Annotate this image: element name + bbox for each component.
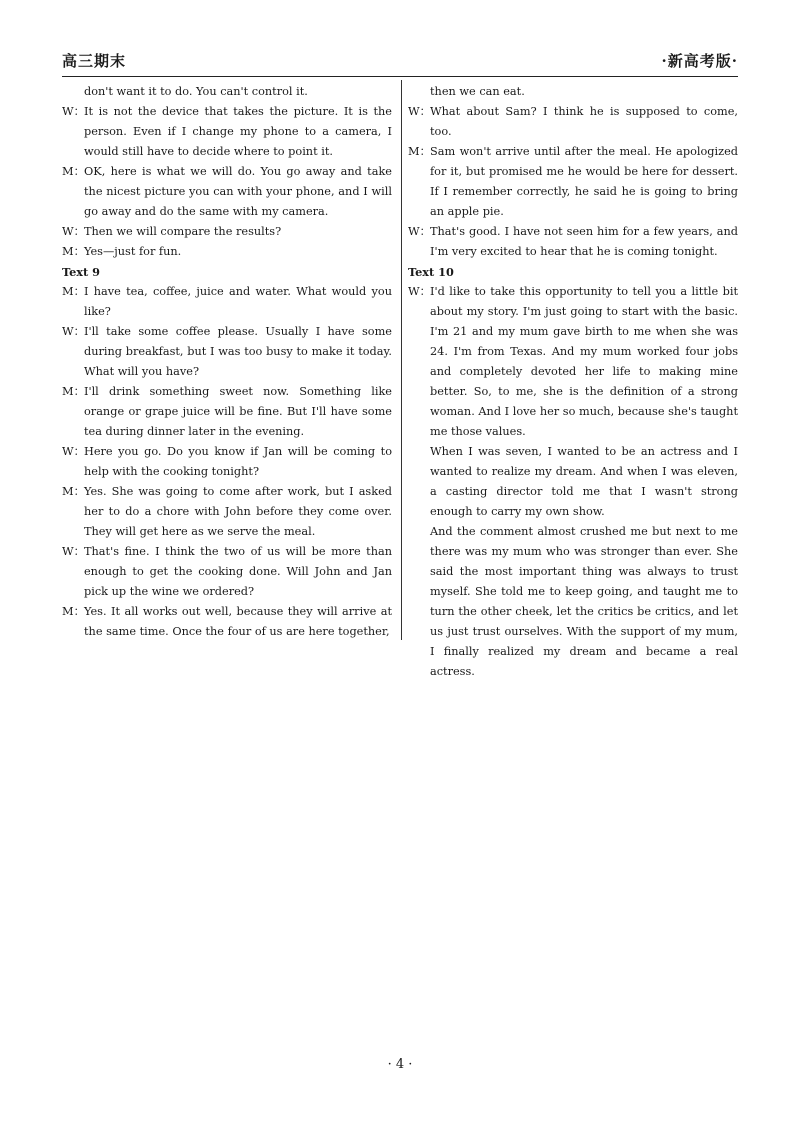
column-divider [401, 80, 402, 640]
dialogue-line: W： I'll take some coffee please. Usually I have some during breakfast, but I was too busy to make it today. What will you have? [62, 322, 392, 382]
speaker-label: M： [408, 145, 431, 158]
text9-heading: Text 9 [62, 265, 101, 279]
edition-label: ·新高考版· [661, 52, 738, 70]
page-number: · 4 · [387, 1057, 413, 1072]
dialogue-line: W： Then we will compare the results? [62, 222, 392, 242]
dialogue-line: M： I have tea, coffee, juice and water. What would you like? [62, 282, 392, 322]
left-column [62, 82, 392, 642]
dialogue-line: W： What about Sam? I think he is supposed to come, too. [408, 102, 738, 142]
dialogue-line: W： Here you go. Do you know if Jan will be coming to help with the cooking tonight? [62, 442, 392, 482]
speaker-label: W： [62, 325, 85, 338]
speaker-label: W： [62, 445, 85, 458]
speaker-label: M： [62, 485, 85, 498]
dialogue-line: W： That's fine. I think the two of us will be more than enough to get the cooking done. Will John and Jan pick up the wine we ordered? [62, 542, 392, 602]
dialogue-line: M： I'll drink something sweet now. Something like orange or grape juice will be fine. But I'll have some tea during dinner later in the evening. [62, 382, 392, 442]
page-header [62, 50, 738, 74]
monologue-paragraph: W： I'd like to take this opportunity to tell you a little bit about my story. I'm just going to start with the basic. I'm 21 and my mum gave birth to me when she was 24. I'm from Texas. And my mum worked four jobs and completely devoted her life to making mine better. So, to me, she is the definition of a strong woman. And I love her so much, because she's taught me those values. [408, 282, 738, 442]
speaker-label: M： [62, 165, 85, 178]
header-rule [62, 76, 738, 77]
dialogue-line: W： That's good. I have not seen him for a few years, and I'm very excited to hear that he is coming tonight. [408, 222, 738, 262]
monologue-paragraph: And the comment almost crushed me but next to me there was my mum who was stronger than ever. She said the most important thing was always to trust myself. She told me to keep going, and taught me to turn the other cheek, let the critics be critics, and let us just trust ourselves. With the support of my mum, I finally realized my dream and became a real actress. [430, 525, 738, 678]
dialogue-line: don't want it to do. You can't control it. [84, 85, 308, 98]
exam-title: 高三期末 [62, 52, 127, 70]
speaker-label: W： [408, 105, 431, 118]
right-column [408, 82, 738, 682]
speaker-label: W： [408, 285, 431, 298]
dialogue-line: then we can eat. [430, 85, 525, 98]
dialogue-line: M： Yes—just for fun. [62, 242, 392, 262]
speaker-label: M： [62, 285, 85, 298]
dialogue-line: M： OK, here is what we will do. You go away and take the nicest picture you can with your phone, and I will go away and do the same with my camera. [62, 162, 392, 222]
monologue-paragraph: When I was seven, I wanted to be an actress and I wanted to realize my dream. And when I was eleven, a casting director told me that I wasn't strong enough to carry my own show. [430, 445, 738, 518]
dialogue-line: M： Sam won't arrive until after the meal. He apologized for it, but promised me he would be here for dessert. If I remember correctly, he said he is going to bring an apple pie. [408, 142, 738, 222]
speaker-label: W： [408, 225, 431, 238]
speaker-label: M： [62, 385, 85, 398]
dialogue-line: W： It is not the device that takes the picture. It is the person. Even if I change my phone to a camera, I would still have to decide where to point it. [62, 102, 392, 162]
speaker-label: W： [62, 105, 85, 118]
speaker-label: W： [62, 545, 85, 558]
dialogue-line: M： Yes. It all works out well, because they will arrive at the same time. Once the four of us are here together, [62, 602, 392, 642]
speaker-label: W： [62, 225, 85, 238]
text10-heading: Text 10 [408, 265, 454, 279]
speaker-label: M： [62, 245, 85, 258]
speaker-label: M： [62, 605, 85, 618]
dialogue-line: M： Yes. She was going to come after work, but I asked her to do a chore with John before they come over. They will get here as we serve the meal. [62, 482, 392, 542]
